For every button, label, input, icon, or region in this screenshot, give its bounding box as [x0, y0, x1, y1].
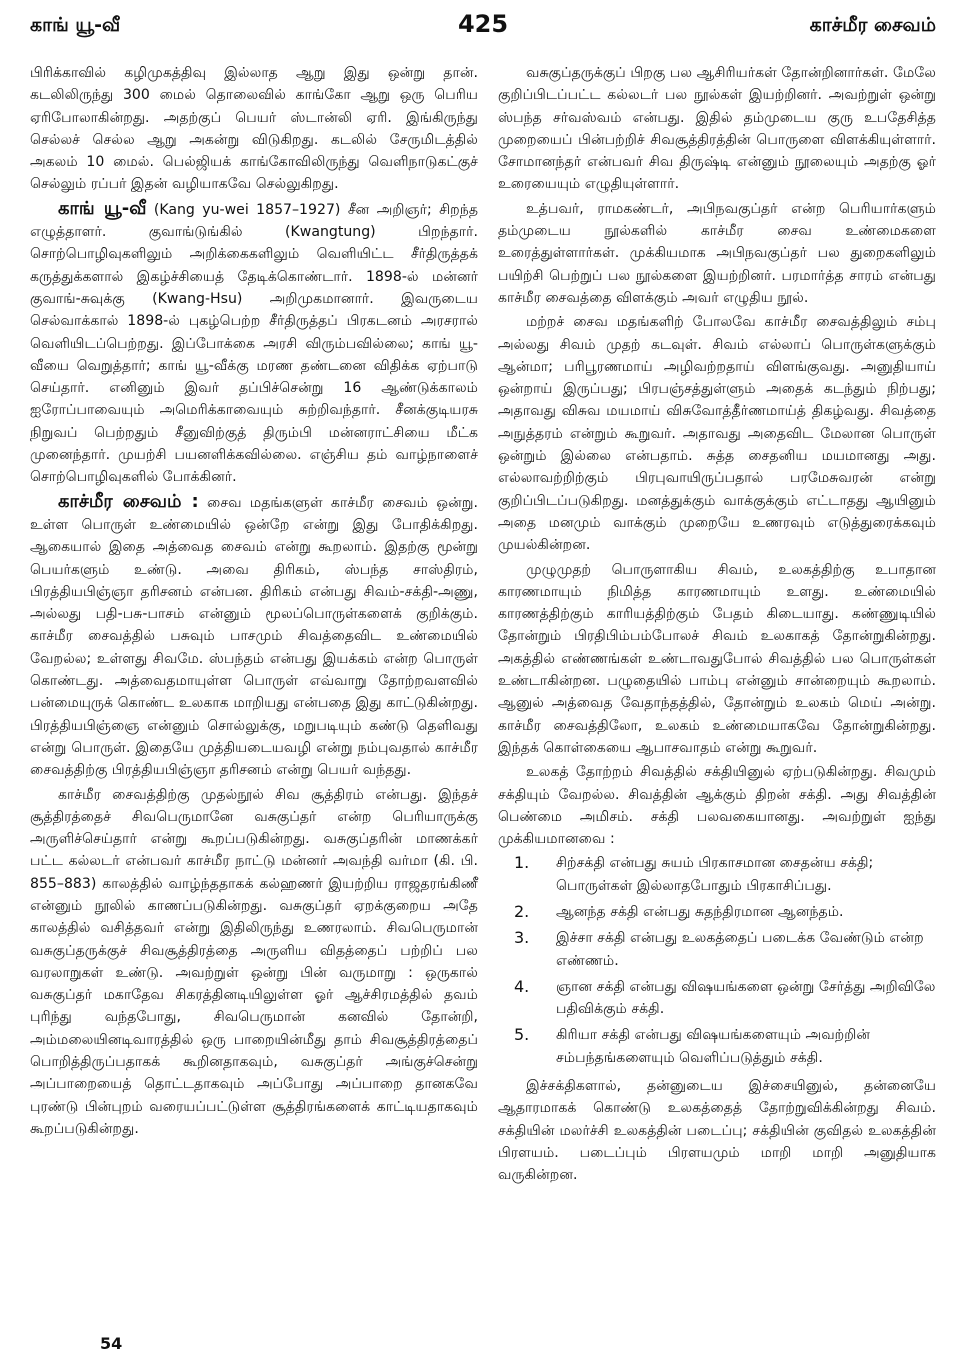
paragraph-abhinavagupta: உத்பவர், ராமகண்டர், அபிநவகுப்தர் என்ற பெரியார்களும் தம்முடைய நூல்களில் காச்மீர சைவ உண்மைகளை உரைத்துள்ளார்கள். முக்கியமாக அபிநவகுப்தர் பல துறைகளிலும் பயிற்சி பெற்றுப் பல நூல்களை இயற்றினர். பரமார்த்த சாரம் என்பது காச்மீர சைவத்தை விளக்கும் அவர் எழுதிய நூல்.	[498, 200, 936, 306]
list-item	[498, 976, 936, 1021]
list-number: 4.	[514, 976, 530, 996]
entry-body: சைவ மதங்களுள் காச்மீர சைவம் ஒன்று. உள்ள பொருள் உண்மையில் ஒன்றே என்று இது போதிக்கிறது. ஆகையால் இதை அத்வைத சைவம் என்று கூறலாம். இதற்கு மூன்று பெயர்களும் உண்டு. அவை திரிகம், ஸ்பந்த சாஸ்திரம், பிரத்தியபிஞ்ஞா தரிசனம் என்பன. திரிகம் என்பது சிவம்-சக்தி-அணு, அல்லது பதி-பசு-பாசம் என்னும் மூலப்பொருள்களைக் குறிக்கும். காச்மீர சைவத்தில் பசுவும் பாசமும் சிவத்தைவிட உண்மையில் வேறல்ல; உள்ளது சிவமே. ஸ்பந்தம் என்பது இயக்கம் என்ற பொருள் கொண்டது. அத்வைதமாயுள்ள பொருள் எவ்வாறு தோற்றவளவில் பன்மையுருக் கொண்ட உலகாக மாறியது என்பதை இது காட்டுகின்றது. பிரத்தியபிஞ்ஞை என்னும் சொல்லுக்கு, மறுபடியும் கண்டு தெளிவது என்று பொருள். இதையே முத்தியடையவழி என்று நம்புவதால் காச்மீர சைவத்திற்கு பிரத்தியபிஞ்ஞா தரிசனம் என்று பெயர் வந்தது.	[30, 494, 478, 779]
paragraph-teachers: வசுகுப்தருக்குப் பிறகு பல ஆசிரியர்கள் தோன்றினார்கள். மேலே குறிப்பிடப்பட்ட கல்லடர் பல நூல்கள் இயற்றினர். அவற்றுள் ஒன்று ஸ்பந்த சர்வஸ்வம் என்பது. இதில் தம்முடைய குரு உபதேசித்த முறையைப் பின்பற்றிச் சிவசூத்திரத்தின் பொருளை விளக்கியுள்ளார். சோமானந்தர் என்பவர் சிவ திருஷ்டி என்னும் நூலையும் அதற்கு ஓர் உரையையும் எழுதியுள்ளார்.	[498, 65, 936, 193]
paragraph-shiva-nature: மற்றச் சைவ மதங்களிற் போலவே காச்மீர சைவத்திலும் சம்பு அல்லது சிவம் முதற் கடவுள். சிவம் எல்லாப் பொருள்களுக்கும் ஆன்மா; பரிபூரணமாய் அழிவற்றதாய் விளங்குவது. அனுதியாய் ஒன்றாய் இருப்பது; பிரபஞ்சத்துள்ளும் அதைக் கடந்தும் நிற்பது; அதாவது விசுவ மயமாய் விசுவோத்தீர்ணமாய்த் திகழ்வது. சிவத்தை அநுத்தரம் என்றும் கூறுவர். அதாவது அதைவிட மேலான பொருள் ஒன்றும் இல்லை என்பதாம். சுத்த சைதனிய மயமானது அது. எல்லாவற்றிற்கும் பிரபுவாயிருப்பதால் பரமேசுவரன் என்று குறிப்பிடப்படுகிறது. மனத்துக்கும் வாக்குக்கும் எட்டாதது ஆயினும் அதை மனமும் வாக்கும் முறையே உணரவும் எடுத்துரைக்கவும் முயல்கின்றன.	[498, 314, 936, 554]
list-number: 2.	[514, 901, 530, 921]
paragraph-congo-river: பிரிக்காவில் கழிமுகத்திவு இல்லாத ஆறு இது ஒன்று தான். கடலிலிருந்து 300 மைல் தொலைவில் காங்கோ ஆறு ஒரு பெரிய ஏரிபோலாகின்றது. அதற்குப் பெயர் ஸ்டான்லி ஏரி. இங்கிருந்து செல்லச் செல்ல ஆறு அகன்று விடுகிறது. கடலில் சேருமிடத்தில் அகலம் 10 மைல். பெல்ஜியக் காங்கோவிலிருந்து வெளிநாடுகட்குச் செல்லும் ரப்பர் இதன் வழியாகவே செல்லுகிறது.	[30, 65, 478, 193]
list-text: இச்சா சக்தி என்பது உலகத்தைப் படைக்க வேண்டும் என்ற எண்ணம்.	[556, 930, 924, 969]
list-text: சிற்சக்தி என்பது சுயம் பிரகாசமான சைதன்ய சக்தி; பொருள்கள் இல்லாதபோதும் பிரகாசிப்பது.	[556, 855, 874, 894]
right-column	[498, 62, 936, 1189]
paragraph-shakti: உலகத் தோற்றம் சிவத்தில் சக்தியினுல் ஏற்படுகின்றது. சிவமும் சக்தியும் வேறல்ல. சிவத்தின் ஆக்கும் திறன் சக்தி. அது சிவத்தின் பெண்மை அமிசம். சக்தி பலவகையானது. அவற்றுள் ஐந்து முக்கியமானவை :	[498, 764, 936, 848]
paragraph-abhasavada: முழுமுதற் பொருளாகிய சிவம், உலகத்திற்கு உபாதான காரணமாயும் நிமித்த காரணமாயும் உளது. உண்மையில் காரணத்திற்கும் காரியத்திற்கும் பேதம் கிடையாது. கண்ணுடியில் தோன்றும் பிரதிபிம்பம்போலச் சிவம் உலகாகத் தோன்றுகின்றது. அகத்தில் எண்ணங்கள் உண்டாவதுபோல் சிவத்தில் பல பொருள்கள் உண்டாகின்றன. பழுதையில் பாம்பு என்னும் சான்றையும் கூறலாம். ஆனுல் அத்வைத வேதாந்தத்தில், தோன்றும் உலகம் மெய் அன்று. காச்மீர சைவத்திலோ, உலகம் உண்மையாகவே தோன்றுகின்றது. இந்தக் கொள்கையை ஆபாசவாதம் என்று கூறுவர்.	[498, 561, 936, 756]
list-number: 3.	[514, 928, 530, 948]
page-number: 425	[457, 10, 509, 38]
entry-kang-yu-wei	[30, 198, 478, 489]
list-number: 5.	[514, 1025, 530, 1045]
list-item	[498, 901, 936, 923]
list-text: ஆனந்த சக்தி என்பது சுதந்திரமான ஆனந்தம்.	[556, 903, 844, 920]
paragraph-shiva-sutra: காச்மீர சைவத்திற்கு முதல்நூல் சிவ சூத்திரம் என்பது. இந்தச் சூத்திரத்தைச் சிவபெருமானே வசுகுப்தர் என்ற பெரியாருக்கு அருளிச்செய்தார் என்று கூறப்படுகின்றது. வசுகுப்தரின் மாணக்கர் பட்ட கல்லடர் என்பவர் காச்மீர நாட்டு மன்னர் அவந்தி வர்மா (கி. பி. 855–883) காலத்தில் வாழ்ந்ததாகக் கல்ஹணர் இயற்றிய ராஜதரங்கிணீ என்னும் நூலில் காணப்படுகின்றது. வசுகுப்தர் ஏறக்குறைய அதே காலத்தில் வசித்தவர் என்று இதிலிருந்து உணரலாம். சிவபெருமான் வசுகுப்தருக்குச் சிவசூத்திரத்தை அருளிய விதத்தைப் பற்றிப் பல வரலாறுகள் உண்டு. அவற்றுள் ஒன்று பின் வருமாறு : ஒருகால் வசுகுப்தர் மகாதேவ சிகரத்தினடியிலுள்ள ஓர் ஆச்சிரமத்தில் தவம் புரிந்து வந்தபோது, சிவபெருமான் கனவில் தோன்றி, அம்மலையினடிவாரத்தில் ஒரு பாறையின்மீது தாம் சிவசூத்திரத்தைப் பொறித்திருப்பதாகக் கூறினதாகவும், வசுகுப்தர் அங்குச்சென்று அப்பாறையைத் தொட்டதாகவும் அப்போது அப்பாறை தானகவே புரண்டு பின்புறம் வரையப்பட்டுள்ள சூத்திரங்களைக் காட்டியதாகவும் கூறப்படுகின்றது.	[30, 786, 478, 1137]
entry-kashmir-shaivism	[30, 491, 478, 782]
list-text: ஞான சக்தி என்பது விஷயங்களை ஒன்று சேர்த்து அறிவிலே பதிவிக்கும் சக்தி.	[556, 978, 936, 1018]
running-head-right: காச்மீர சைவம்	[809, 14, 936, 36]
paragraph-creation-dissolution: இச்சக்திகளால், தன்னுடைய இச்சையினுல், தன்னையே ஆதாரமாகக் கொண்டு உலகத்தைத் தோற்றுவிக்கின்றது சிவம். சக்தியின் மலர்ச்சி உலகத்தின் படைப்பு; சக்தியின் குவிதல் உலகத்தின் பிரளயம். படைப்பும் பிரளயமும் மாறி மாறி அனுதியாக வருகின்றன.	[498, 1078, 936, 1184]
list-number: 1.	[514, 853, 530, 873]
list-item	[498, 1024, 936, 1069]
five-powers-list	[498, 852, 936, 1069]
list-text: கிரியா சக்தி என்பது விஷயங்களையும் அவற்றின் சம்பந்தங்களையும் வெளிப்படுத்தும் சக்தி.	[556, 1027, 871, 1066]
list-item	[498, 927, 936, 972]
left-column	[30, 62, 478, 1142]
list-item	[498, 852, 936, 897]
entry-heading: காச்மீர சைவம் :	[58, 490, 199, 512]
running-head-left: காங் யூ-வீ	[30, 14, 121, 36]
entry-body: (Kang yu-wei 1857–1927) சீன அறிஞர்; சிறந்த எழுத்தாளர். குவாங்டுங்கில் (Kwangtung) பிறந்தார். சொற்பொழிவுகளிலும் அறிக்கைகளிலும் வெளியிட்ட சீர்திருத்தக் கருத்துக்களால் இகழ்ச்சியைத் தேடிக்கொண்டார். 1898-ல் மன்னர் குவாங்-சுவுக்கு (Kwang-Hsu) அறிமுகமானார். இவருடைய செல்வாக்கால் 1898-ல் புகழ்பெற்ற சீர்திருத்தப் பிரகடனம் அரசரால் வெளியிடப்பெற்றது. இப்போக்கை அரசி விரும்பவில்லை; காங் யூ-வீயை வெறுத்தார்; காங் யூ-வீக்கு மரண தண்டனை விதிக்க ஏற்பாடு செய்தார். எனினும் இவர் தப்பிச்சென்று 16 ஆண்டுக்காலம் ஐரோப்பாவையும் அமெரிக்காவையும் சுற்றிவந்தார். சீனக்குடியரசு நிறுவப் பெற்றதும் சீனுவிற்குத் திரும்பி மன்னராட்சியை மீட்க முனைந்தார். முயற்சி பயனளிக்கவில்லை. எஞ்சிய தம் வாழ்நாளைச் சொற்பொழிவுகளில் போக்கினர்.	[30, 201, 479, 486]
entry-heading: காங் யூ-வீ	[58, 197, 147, 219]
folio-number: 54	[100, 1334, 123, 1353]
